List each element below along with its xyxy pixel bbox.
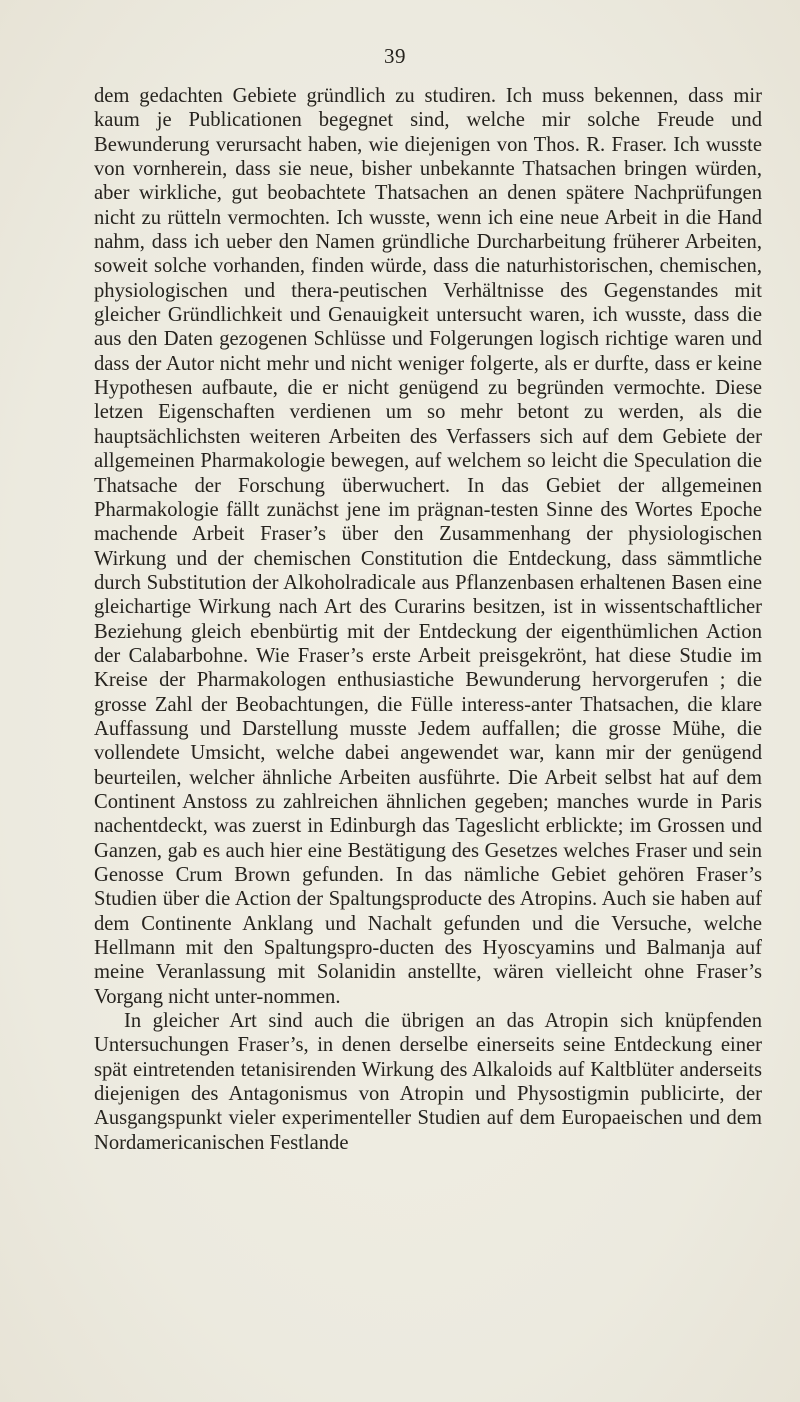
paragraph-2: In gleicher Art sind auch die übrigen an das Atropin sich knüpfenden Untersuchungen Fraser’s, in denen derselbe einerseits seine Entdeckung einer spät eintretenden tetanisirenden Wirkung des Alkaloids auf Kaltblüter anderseits diejenigen des Antagonismus von Atropin und Physostigmin publicirte, der Ausgangspunkt vieler experimenteller Studien auf dem Europaeischen und dem Nordamericanischen Festlande bbox=[94, 1010, 762, 1154]
body-text bbox=[94, 84, 762, 1155]
paragraph-1: dem gedachten Gebiete gründlich zu studiren. Ich muss bekennen, dass mir kaum je Publicationen begegnet sind, welche mir solche Freude und Bewunderung verursacht haben, wie diejenigen von Thos. R. Fraser. Ich wusste von vornherein, dass sie neue, bisher unbekannte Thatsachen bringen würden, aber wirkliche, gut beobachtete Thatsachen an denen spätere Nachprüfungen nicht zu rütteln vermochten. Ich wusste, wenn ich eine neue Arbeit in die Hand nahm, dass ich ueber den Namen gründliche Durcharbeitung früherer Arbeiten, soweit solche vorhanden, finden würde, dass die naturhistorischen, chemischen, physiologischen und thera-peutischen Verhältnisse des Gegenstandes mit gleicher Gründlichkeit und Genauigkeit untersucht waren, ich wusste, dass die aus den Daten gezogenen Schlüsse und Folgerungen logisch richtige waren und dass der Autor nicht mehr und nicht weniger folgerte, als er durfte, dass er keine Hypothesen aufbaute, die er nicht genügend zu begründen vermochte. Diese letzen Eigenschaften verdienen um so mehr betont zu werden, als die hauptsächlichsten weiteren Arbeiten des Verfassers sich auf dem Gebiete der allgemeinen Pharmakologie bewegen, auf welchem so leicht die Speculation die Thatsache der Forschung überwuchert. In das Gebiet der allgemeinen Pharmakologie fällt zunächst jene im prägnan-testen Sinne des Wortes Epoche machende Arbeit Fraser’s über den Zusammenhang der physiologischen Wirkung und der chemischen Constitution die Entdeckung, dass sämmtliche durch Substitution der Alkoholradicale aus Pflanzenbasen erhaltenen Basen eine gleichartige Wirkung nach Art des Curarins besitzen, ist in wissentschaftlicher Beziehung gleich ebenbürtig mit der Entdeckung der eigenthümlichen Action der Calabarbohne. Wie Fraser’s erste Arbeit preisgekrönt, hat diese Studie im Kreise der Pharmakologen enthusiastiche Bewunderung hervorgerufen ; die grosse Zahl der Beobachtungen, die Fülle interess-anter Thatsachen, die klare Auffassung und Darstellung musste Jedem auffallen; die grosse Mühe, die vollendete Umsicht, welche dabei angewendet war, kann mir der genügend beurteilen, welcher ähnliche Arbeiten ausführte. Die Arbeit selbst hat auf dem Continent Anstoss zu zahlreichen ähnlichen gegeben; manches wurde in Paris nachentdeckt, was zuerst in Edinburgh das Tageslicht erblickte; im Grossen und Ganzen, gab es auch hier eine Bestätigung des Gesetzes welches Fraser und sein Genosse Crum Brown gefunden. In das nämliche Gebiet gehören Fraser’s Studien über die Action der Spaltungsproducte des Atropins. Auch sie haben auf dem Continente Anklang und Nachalt gefunden und die Versuche, welche Hellmann mit den Spaltungspro-ducten des Hyoscyamins und Balmanja auf meine Veranlassung mit Solanidin anstellte, wären vielleicht ohne Fraser’s Vorgang nicht unter-nommen. bbox=[94, 85, 762, 1008]
page-number: 39 bbox=[384, 44, 406, 68]
